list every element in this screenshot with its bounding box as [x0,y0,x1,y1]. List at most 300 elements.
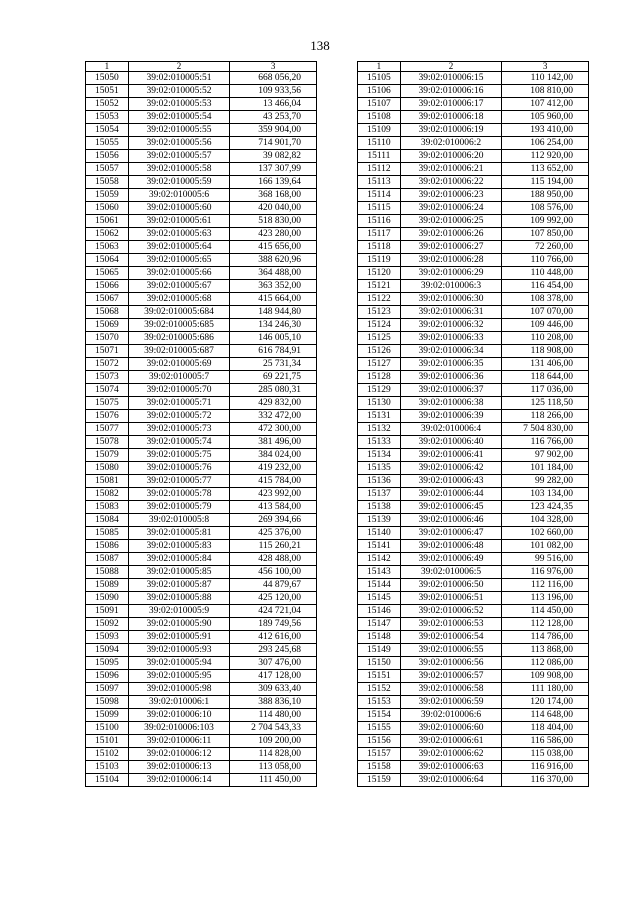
table-row [86,722,317,735]
cadastral-table-right [357,61,589,787]
table-row [86,254,317,267]
cadastral-number-cell: 39:02:010005:98 [128,683,230,696]
value-cell: 148 944,80 [230,306,317,319]
value-cell: 114 648,00 [502,709,589,722]
value-cell: 269 394,66 [230,514,317,527]
value-cell: 111 180,00 [502,683,589,696]
row-number-cell: 15102 [86,748,129,761]
cadastral-number-cell: 39:02:010005:52 [128,85,230,98]
cadastral-number-cell: 39:02:010005:9 [128,605,230,618]
cadastral-number-cell: 39:02:010006:35 [400,358,502,371]
cadastral-number-cell: 39:02:010006:5 [400,566,502,579]
value-cell: 415 656,00 [230,241,317,254]
table-row [86,72,317,85]
value-cell: 456 100,00 [230,566,317,579]
row-number-cell: 15107 [358,98,401,111]
cadastral-number-cell: 39:02:010005:61 [128,215,230,228]
cadastral-number-cell: 39:02:010005:7 [128,371,230,384]
column-header-cadastral-number: 2 [128,62,230,72]
table-row [358,527,589,540]
table-row [358,293,589,306]
table-row [86,436,317,449]
value-cell: 115 194,00 [502,176,589,189]
row-number-cell: 15114 [358,189,401,202]
table-row [358,176,589,189]
row-number-cell: 15085 [86,527,129,540]
table-row [86,345,317,358]
table-row [86,111,317,124]
cadastral-number-cell: 39:02:010006:13 [128,761,230,774]
table-row [86,774,317,787]
table-row [86,319,317,332]
table-row [86,592,317,605]
cadastral-number-cell: 39:02:010006:18 [400,111,502,124]
cadastral-number-cell: 39:02:010005:72 [128,410,230,423]
table-row [358,579,589,592]
table-row [86,735,317,748]
row-number-cell: 15149 [358,644,401,657]
cadastral-number-cell: 39:02:010006:38 [400,397,502,410]
table-row [86,98,317,111]
value-cell: 125 118,50 [502,397,589,410]
value-cell: 115 038,00 [502,748,589,761]
value-cell: 104 328,00 [502,514,589,527]
table-row [86,748,317,761]
cadastral-number-cell: 39:02:010006:12 [128,748,230,761]
row-number-cell: 15069 [86,319,129,332]
row-number-cell: 15052 [86,98,129,111]
value-cell: 429 832,00 [230,397,317,410]
value-cell: 189 749,56 [230,618,317,631]
value-cell: 110 448,00 [502,267,589,280]
row-number-cell: 15071 [86,345,129,358]
row-number-cell: 15053 [86,111,129,124]
column-header-value: 3 [230,62,317,72]
row-number-cell: 15116 [358,215,401,228]
table-row [86,228,317,241]
value-cell: 388 836,10 [230,696,317,709]
value-cell: 116 916,00 [502,761,589,774]
value-cell: 359 904,00 [230,124,317,137]
cadastral-number-cell: 39:02:010006:26 [400,228,502,241]
value-cell: 112 920,00 [502,150,589,163]
cadastral-number-cell: 39:02:010005:79 [128,501,230,514]
row-number-cell: 15125 [358,332,401,345]
row-number-cell: 15067 [86,293,129,306]
table-row [358,111,589,124]
value-cell: 114 786,00 [502,631,589,644]
cadastral-number-cell: 39:02:010006:55 [400,644,502,657]
table-row [358,683,589,696]
cadastral-number-cell: 39:02:010006:23 [400,189,502,202]
cadastral-number-cell: 39:02:010005:75 [128,449,230,462]
table-row [358,605,589,618]
row-number-cell: 15105 [358,72,401,85]
table-row [86,202,317,215]
table-row [358,566,589,579]
value-cell: 39 082,82 [230,150,317,163]
cadastral-number-cell: 39:02:010005:54 [128,111,230,124]
row-number-cell: 15090 [86,592,129,605]
row-number-cell: 15066 [86,280,129,293]
value-cell: 417 128,00 [230,670,317,683]
value-cell: 105 960,00 [502,111,589,124]
value-cell: 293 245,68 [230,644,317,657]
value-cell: 7 504 830,00 [502,423,589,436]
row-number-cell: 15057 [86,163,129,176]
cadastral-number-cell: 39:02:010006:48 [400,540,502,553]
table-row [358,540,589,553]
table-row [86,696,317,709]
cadastral-number-cell: 39:02:010005:57 [128,150,230,163]
row-number-cell: 15051 [86,85,129,98]
value-cell: 2 704 543,33 [230,722,317,735]
value-cell: 714 901,70 [230,137,317,150]
cadastral-number-cell: 39:02:010006:50 [400,579,502,592]
cadastral-number-cell: 39:02:010005:93 [128,644,230,657]
value-cell: 415 784,00 [230,475,317,488]
table-row [86,657,317,670]
cadastral-number-cell: 39:02:010006:24 [400,202,502,215]
value-cell: 193 410,00 [502,124,589,137]
table-row [86,553,317,566]
cadastral-number-cell: 39:02:010006:36 [400,371,502,384]
cadastral-number-cell: 39:02:010005:65 [128,254,230,267]
value-cell: 107 070,00 [502,306,589,319]
value-cell: 117 036,00 [502,384,589,397]
table-row [358,748,589,761]
table-row [358,384,589,397]
value-cell: 424 721,04 [230,605,317,618]
cadastral-number-cell: 39:02:010006:40 [400,436,502,449]
table-row [86,527,317,540]
value-cell: 108 810,00 [502,85,589,98]
value-cell: 123 424,35 [502,501,589,514]
page-number: 138 [310,38,330,53]
row-number-cell: 15072 [86,358,129,371]
cadastral-number-cell: 39:02:010006:41 [400,449,502,462]
cadastral-number-cell: 39:02:010005:73 [128,423,230,436]
table-row [86,410,317,423]
value-cell: 108 576,00 [502,202,589,215]
table-row [358,358,589,371]
row-number-cell: 15065 [86,267,129,280]
value-cell: 114 450,00 [502,605,589,618]
row-number-cell: 15062 [86,228,129,241]
cadastral-number-cell: 39:02:010006:62 [400,748,502,761]
cadastral-number-cell: 39:02:010005:85 [128,566,230,579]
cadastral-number-cell: 39:02:010005:687 [128,345,230,358]
table-header-row [86,62,317,72]
row-number-cell: 15079 [86,449,129,462]
table-row [358,449,589,462]
row-number-cell: 15080 [86,462,129,475]
value-cell: 99 516,00 [502,553,589,566]
cadastral-number-cell: 39:02:010006:42 [400,462,502,475]
value-cell: 99 282,00 [502,475,589,488]
value-cell: 113 058,00 [230,761,317,774]
cadastral-number-cell: 39:02:010005:78 [128,488,230,501]
row-number-cell: 15133 [358,436,401,449]
row-number-cell: 15150 [358,657,401,670]
row-number-cell: 15060 [86,202,129,215]
value-cell: 423 992,00 [230,488,317,501]
row-number-cell: 15101 [86,735,129,748]
row-number-cell: 15159 [358,774,401,787]
row-number-cell: 15142 [358,553,401,566]
cadastral-number-cell: 39:02:010005:94 [128,657,230,670]
cadastral-number-cell: 39:02:010006:60 [400,722,502,735]
value-cell: 43 253,70 [230,111,317,124]
cadastral-number-cell: 39:02:010006:3 [400,280,502,293]
cadastral-number-cell: 39:02:010006:15 [400,72,502,85]
row-number-cell: 15147 [358,618,401,631]
cadastral-number-cell: 39:02:010005:59 [128,176,230,189]
row-number-cell: 15126 [358,345,401,358]
row-number-cell: 15127 [358,358,401,371]
row-number-cell: 15115 [358,202,401,215]
table-row [358,774,589,787]
value-cell: 428 488,00 [230,553,317,566]
row-number-cell: 15146 [358,605,401,618]
row-number-cell: 15141 [358,540,401,553]
table-row [358,709,589,722]
cadastral-number-cell: 39:02:010005:83 [128,540,230,553]
row-number-cell: 15145 [358,592,401,605]
cadastral-number-cell: 39:02:010006:31 [400,306,502,319]
value-cell: 472 300,00 [230,423,317,436]
value-cell: 388 620,96 [230,254,317,267]
value-cell: 425 120,00 [230,592,317,605]
value-cell: 368 168,00 [230,189,317,202]
table-row [358,280,589,293]
row-number-cell: 15122 [358,293,401,306]
value-cell: 116 976,00 [502,566,589,579]
value-cell: 110 208,00 [502,332,589,345]
value-cell: 107 412,00 [502,98,589,111]
table-row [86,683,317,696]
value-cell: 115 260,21 [230,540,317,553]
cadastral-number-cell: 39:02:010005:56 [128,137,230,150]
row-number-cell: 15095 [86,657,129,670]
row-number-cell: 15148 [358,631,401,644]
row-number-cell: 15073 [86,371,129,384]
row-number-cell: 15083 [86,501,129,514]
row-number-cell: 15081 [86,475,129,488]
table-row [358,735,589,748]
cadastral-number-cell: 39:02:010006:6 [400,709,502,722]
cadastral-number-cell: 39:02:010005:71 [128,397,230,410]
row-number-cell: 15077 [86,423,129,436]
row-number-cell: 15106 [358,85,401,98]
value-cell: 415 664,00 [230,293,317,306]
value-cell: 363 352,00 [230,280,317,293]
cadastral-number-cell: 39:02:010006:43 [400,475,502,488]
value-cell: 113 196,00 [502,592,589,605]
table-row [86,280,317,293]
table-row [86,761,317,774]
row-number-cell: 15119 [358,254,401,267]
table-row [358,267,589,280]
value-cell: 118 404,00 [502,722,589,735]
row-number-cell: 15151 [358,670,401,683]
table-row [358,345,589,358]
row-number-cell: 15078 [86,436,129,449]
value-cell: 101 184,00 [502,462,589,475]
value-cell: 307 476,00 [230,657,317,670]
value-cell: 72 260,00 [502,241,589,254]
value-cell: 116 370,00 [502,774,589,787]
table-row [86,384,317,397]
row-number-cell: 15087 [86,553,129,566]
row-number-cell: 15112 [358,163,401,176]
table-row [358,475,589,488]
row-number-cell: 15084 [86,514,129,527]
cadastral-number-cell: 39:02:010006:17 [400,98,502,111]
table-row [358,332,589,345]
cadastral-number-cell: 39:02:010006:54 [400,631,502,644]
value-cell: 118 644,00 [502,371,589,384]
value-cell: 102 660,00 [502,527,589,540]
table-row [86,124,317,137]
value-cell: 118 908,00 [502,345,589,358]
row-number-cell: 15139 [358,514,401,527]
table-row [358,189,589,202]
row-number-cell: 15075 [86,397,129,410]
column-header-number: 1 [86,62,129,72]
cadastral-number-cell: 39:02:010006:56 [400,657,502,670]
table-row [358,306,589,319]
row-number-cell: 15124 [358,319,401,332]
table-row [358,228,589,241]
row-number-cell: 15068 [86,306,129,319]
cadastral-number-cell: 39:02:010005:55 [128,124,230,137]
row-number-cell: 15138 [358,501,401,514]
cadastral-number-cell: 39:02:010005:74 [128,436,230,449]
cadastral-number-cell: 39:02:010006:44 [400,488,502,501]
table-row [86,540,317,553]
table-row [86,462,317,475]
row-number-cell: 15123 [358,306,401,319]
column-header-value: 3 [502,62,589,72]
row-number-cell: 15131 [358,410,401,423]
row-number-cell: 15152 [358,683,401,696]
row-number-cell: 15056 [86,150,129,163]
value-cell: 113 868,00 [502,644,589,657]
cadastral-number-cell: 39:02:010006:29 [400,267,502,280]
row-number-cell: 15097 [86,683,129,696]
table-row [358,670,589,683]
value-cell: 120 174,00 [502,696,589,709]
table-row [86,670,317,683]
value-cell: 423 280,00 [230,228,317,241]
row-number-cell: 15050 [86,72,129,85]
value-cell: 107 850,00 [502,228,589,241]
row-number-cell: 15156 [358,735,401,748]
cadastral-number-cell: 39:02:010005:68 [128,293,230,306]
cadastral-number-cell: 39:02:010006:32 [400,319,502,332]
cadastral-number-cell: 39:02:010006:34 [400,345,502,358]
value-cell: 332 472,00 [230,410,317,423]
row-number-cell: 15134 [358,449,401,462]
value-cell: 131 406,00 [502,358,589,371]
value-cell: 110 142,00 [502,72,589,85]
row-number-cell: 15121 [358,280,401,293]
table-row [358,501,589,514]
row-number-cell: 15089 [86,579,129,592]
row-number-cell: 15058 [86,176,129,189]
cadastral-number-cell: 39:02:010005:69 [128,358,230,371]
cadastral-number-cell: 39:02:010006:57 [400,670,502,683]
table-row [358,696,589,709]
row-number-cell: 15108 [358,111,401,124]
row-number-cell: 15118 [358,241,401,254]
row-number-cell: 15100 [86,722,129,735]
value-cell: 106 254,00 [502,137,589,150]
value-cell: 97 902,00 [502,449,589,462]
table-row [86,306,317,319]
column-header-cadastral-number: 2 [400,62,502,72]
row-number-cell: 15111 [358,150,401,163]
cadastral-number-cell: 39:02:010005:685 [128,319,230,332]
table-row [358,319,589,332]
value-cell: 364 488,00 [230,267,317,280]
value-cell: 616 784,91 [230,345,317,358]
table-row [358,722,589,735]
row-number-cell: 15140 [358,527,401,540]
cadastral-number-cell: 39:02:010006:33 [400,332,502,345]
row-number-cell: 15064 [86,254,129,267]
row-number-cell: 15086 [86,540,129,553]
cadastral-number-cell: 39:02:010006:16 [400,85,502,98]
value-cell: 166 139,64 [230,176,317,189]
table-row [86,514,317,527]
row-number-cell: 15092 [86,618,129,631]
value-cell: 137 307,99 [230,163,317,176]
value-cell: 109 933,56 [230,85,317,98]
table-row [86,137,317,150]
cadastral-number-cell: 39:02:010006:51 [400,592,502,605]
row-number-cell: 15096 [86,670,129,683]
table-row [358,644,589,657]
value-cell: 146 005,10 [230,332,317,345]
cadastral-number-cell: 39:02:010005:8 [128,514,230,527]
cadastral-number-cell: 39:02:010005:76 [128,462,230,475]
cadastral-number-cell: 39:02:010005:91 [128,631,230,644]
table-row [358,657,589,670]
value-cell: 116 454,00 [502,280,589,293]
cadastral-number-cell: 39:02:010006:64 [400,774,502,787]
value-cell: 116 586,00 [502,735,589,748]
row-number-cell: 15137 [358,488,401,501]
table-row [86,293,317,306]
table-row [86,709,317,722]
row-number-cell: 15098 [86,696,129,709]
cadastral-number-cell: 39:02:010005:81 [128,527,230,540]
cadastral-number-cell: 39:02:010006:20 [400,150,502,163]
value-cell: 116 766,00 [502,436,589,449]
row-number-cell: 15153 [358,696,401,709]
table-row [358,163,589,176]
row-number-cell: 15094 [86,644,129,657]
value-cell: 113 652,00 [502,163,589,176]
row-number-cell: 15103 [86,761,129,774]
value-cell: 420 040,00 [230,202,317,215]
table-row [86,267,317,280]
row-number-cell: 15099 [86,709,129,722]
value-cell: 109 446,00 [502,319,589,332]
cadastral-number-cell: 39:02:010005:90 [128,618,230,631]
